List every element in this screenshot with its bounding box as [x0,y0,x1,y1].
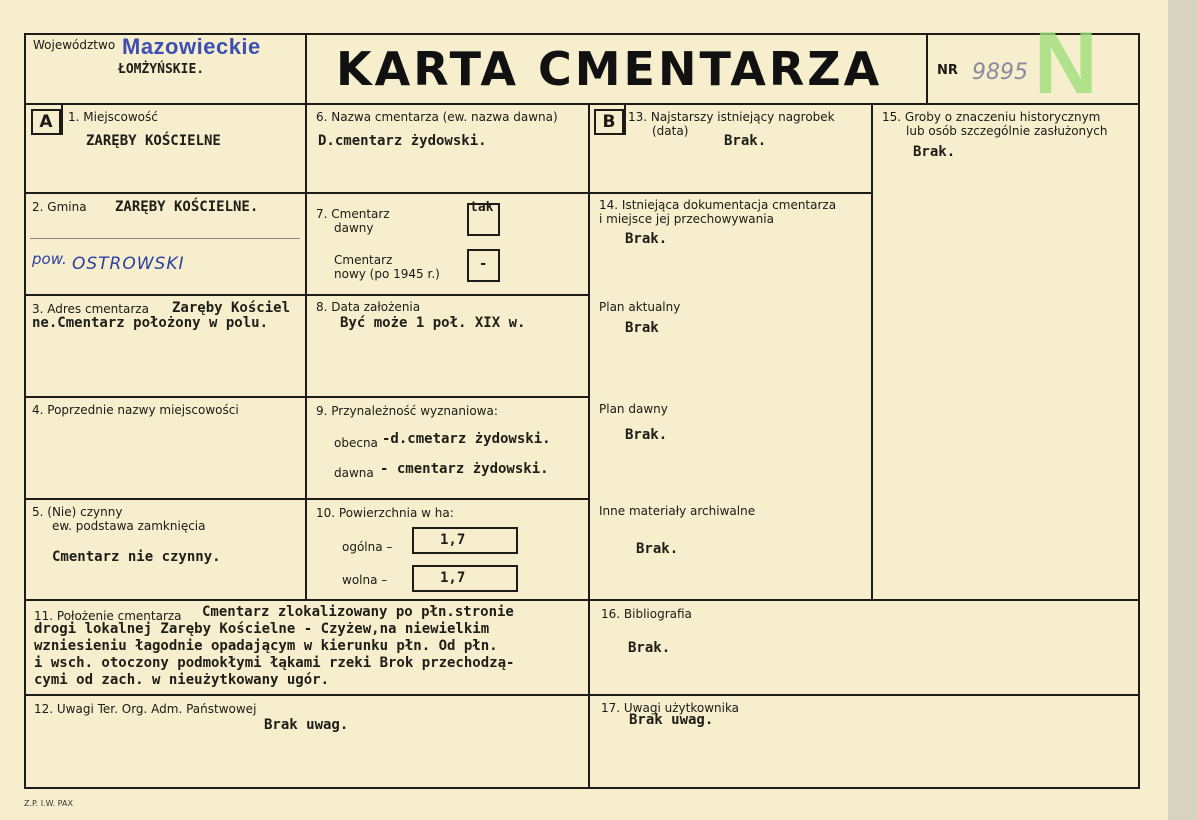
f7-old-value: tak [470,200,494,215]
col-line-1 [305,103,307,600]
wojewodztwo-stamp: Mazowieckie [122,34,261,59]
f15-value: Brak. [913,144,956,160]
f2-pow-value: OSTROWSKI [72,254,185,274]
row-line-lower-2 [24,694,1140,696]
row-line-c2-4 [305,498,590,500]
f2-pow-hand: pow. [32,250,67,268]
f11-line1: Cmentarz zlokalizowany po płn.stronie [202,604,514,620]
f11-line3: wzniesieniu łagodnie opadającym w kierunku płn. Od płn. [34,638,498,654]
f9-former-value: - cmentarz żydowski. [380,461,549,477]
section-a-box: A [31,109,61,135]
f2-label: 2. Gmina [32,200,87,214]
header-vline-left [305,33,307,105]
f7-old-label-line2: dawny [334,221,374,235]
f13-value: Brak. [724,133,767,149]
wojewodztwo-label: Województwo [33,38,116,52]
f15-label-line1: 15. Groby o znaczeniu historycznym [882,110,1101,124]
printer-mark: Z.P. I.W. PAX [24,799,73,808]
plan-old-value: Brak. [625,427,668,443]
row-line-c1-1 [24,192,307,194]
f17-value: Brak uwag. [629,712,714,728]
f11-line5: cymi od zach. w nieużytkowany ugór. [34,672,330,688]
f7-new-label-line1: Cmentarz [334,253,393,267]
f6-value: D.cmentarz żydowski. [318,133,487,149]
header-divider [24,103,1140,105]
f2-value: ZARĘBY KOŚCIELNE. [115,199,259,215]
plan-current-value: Brak [625,320,659,336]
f4-label: 4. Poprzednie nazwy miejscowości [32,403,239,417]
f7-new-value: - [479,256,488,272]
col-line-2 [588,103,590,789]
row-line-c1-3 [24,396,307,398]
f12-label: 12. Uwagi Ter. Org. Adm. Państwowej [34,702,257,716]
f7-old-label-line1: 7. Cmentarz [316,207,390,221]
row-line-c1-2 [24,294,307,296]
other-value: Brak. [636,541,679,557]
f5-value: Cmentarz nie czynny. [52,549,221,565]
f3-value-line2: ne.Cmentarz położony w polu. [32,315,269,331]
f1-label: 1. Miejscowość [68,110,158,124]
f15-label-line2: lub osób szczególnie zasłużonych [906,124,1108,138]
frame-right [1138,33,1140,789]
f9-former-label: dawna [334,466,374,480]
f3-value-line1: Zaręby Kościel [172,300,291,316]
f16-value: Brak. [628,640,671,656]
nr-value: 9895 [972,60,1028,85]
f11-line2: drogi lokalnej Zaręby Kościelne - Czyżew,na niewielkim [34,621,490,637]
f11-line4: i wsch. otoczony podmokłymi łąkami rzeki Brok przechodzą- [34,655,515,671]
f9-current-label: obecna [334,436,378,450]
f7-new-label-line2: nowy (po 1945 r.) [334,267,440,281]
row-line-c2-2 [305,294,590,296]
f14-label-line1: 14. Istniejąca dokumentacja cmentarza [599,198,837,212]
f10-free-value: 1,7 [440,570,466,586]
f13-label-line1: 13. Najstarszy istniejący nagrobek [628,110,835,124]
f3-label: 3. Adres cmentarza [32,302,149,316]
other-label: Inne materiały archiwalne [599,504,756,518]
row-line-c2-3 [305,396,590,398]
section-b-vline [624,103,626,135]
f10-label: 10. Powierzchnia w ha: [316,506,454,520]
green-marker-letter: N [1034,13,1098,112]
frame-bottom [24,787,1140,789]
frame-left [24,33,26,789]
card-edge-shadow [1168,0,1198,820]
row-line-c3-1 [588,192,873,194]
f8-label: 8. Data założenia [316,300,421,314]
f1-value: ZARĘBY KOŚCIELNE [86,133,221,149]
col-line-3 [871,103,873,600]
nr-label: NR [937,63,958,78]
f5-label-line2: ew. podstawa zamknięcia [52,519,206,533]
f9-current-value: -d.cmetarz żydowski. [382,431,551,447]
section-b-box: B [594,109,624,135]
f9-label: 9. Przynależność wyznaniowa: [316,404,498,418]
f14-value: Brak. [625,231,668,247]
f10-free-label: wolna – [342,573,388,587]
row-line-c2-1 [305,192,590,194]
section-a-vline [61,103,63,135]
header-vline-right [926,33,928,105]
plan-old-label: Plan dawny [599,402,668,416]
f14-label-line2: i miejsce jej przechowywania [599,212,774,226]
plan-current-label: Plan aktualny [599,300,681,314]
f13-label-line2: (data) [652,124,689,138]
f17-label: 17. Uwagi użytkownika [601,701,740,715]
f12-value: Brak uwag. [264,717,349,733]
f8-value: Być może 1 poł. XIX w. [340,315,526,331]
f6-label: 6. Nazwa cmentarza (ew. nazwa dawna) [316,110,558,124]
row-line-lower-1 [24,599,1140,601]
gmina-subline [30,238,300,239]
f11-label: 11. Położenie cmentarza [34,609,182,623]
f5-label-line1: 5. (Nie) czynny [32,505,123,519]
row-line-c1-4 [24,498,307,500]
page-title: KARTA CMENTARZA [336,42,883,96]
f10-total-value: 1,7 [440,532,466,548]
f16-label: 16. Bibliografia [601,607,692,621]
wojewodztwo-typed: ŁOMŻYŃSKIE. [118,62,205,77]
f10-total-label: ogólna – [342,540,393,554]
